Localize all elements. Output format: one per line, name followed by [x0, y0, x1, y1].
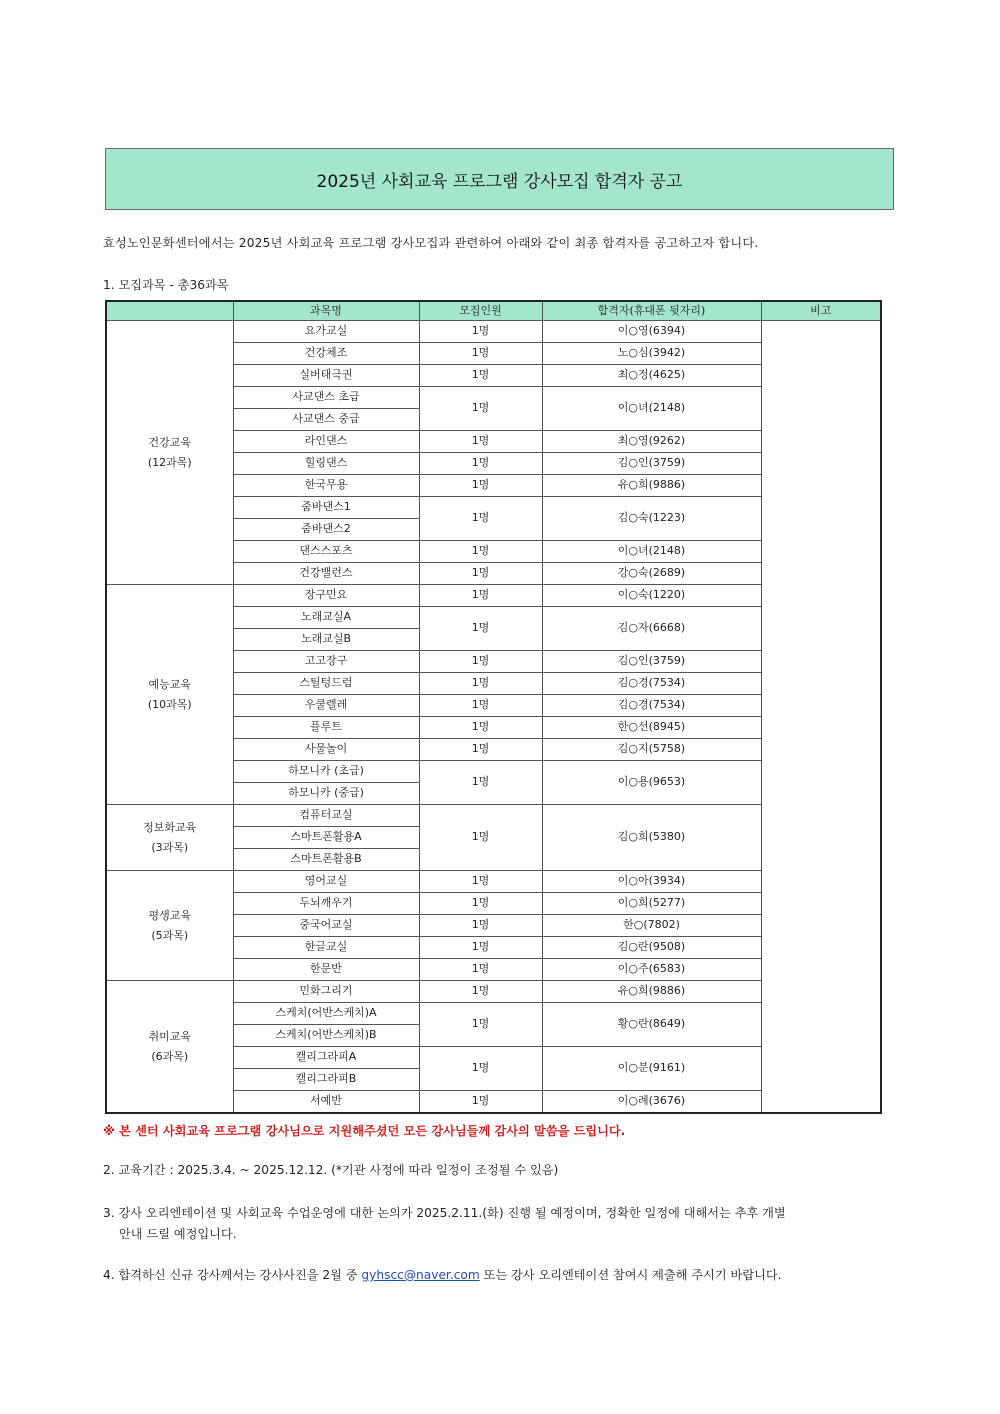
- subject-cell: 사물놀이: [233, 739, 419, 761]
- count-cell: 1명: [419, 497, 542, 541]
- subject-cell: 스케치(어반스케치)A: [233, 1003, 419, 1025]
- winner-cell: 이○용(9653): [542, 761, 761, 805]
- winner-cell: 김○지(5758): [542, 739, 761, 761]
- count-cell: 1명: [419, 893, 542, 915]
- subject-cell: 하모니카 (초급): [233, 761, 419, 783]
- subject-cell: 노래교실A: [233, 607, 419, 629]
- subject-cell: 고고장구: [233, 651, 419, 673]
- count-cell: 1명: [419, 915, 542, 937]
- count-cell: 1명: [419, 431, 542, 453]
- winner-cell: 이○영(6394): [542, 321, 761, 343]
- count-cell: 1명: [419, 651, 542, 673]
- winner-cell: 이○례(3676): [542, 1091, 761, 1114]
- subject-cell: 하모니카 (중급): [233, 783, 419, 805]
- category-cell: 취미교육 (6과목): [106, 981, 233, 1114]
- winner-cell: 노○심(3942): [542, 343, 761, 365]
- header-subject: 과목명: [233, 301, 419, 321]
- count-cell: 1명: [419, 607, 542, 651]
- subject-cell: 건강체조: [233, 343, 419, 365]
- subject-cell: 중국어교실: [233, 915, 419, 937]
- subject-cell: 요가교실: [233, 321, 419, 343]
- subject-cell: 사교댄스 초급: [233, 387, 419, 409]
- subject-cell: 줌바댄스1: [233, 497, 419, 519]
- count-cell: 1명: [419, 343, 542, 365]
- count-cell: 1명: [419, 541, 542, 563]
- thanks-notice: ※ 본 센터 사회교육 프로그램 강사님으로 지원해주셨던 모든 강사님들께 감사의 말씀을 드립니다.: [103, 1124, 626, 1138]
- count-cell: 1명: [419, 805, 542, 871]
- section-heading-subjects: 1. 모집과목 - 총36과목: [103, 278, 229, 292]
- winner-cell: 한○(7802): [542, 915, 761, 937]
- category-cell: 정보화교육 (3과목): [106, 805, 233, 871]
- count-cell: 1명: [419, 475, 542, 497]
- winner-cell: 최○정(4625): [542, 365, 761, 387]
- header-category: [106, 301, 233, 321]
- email-link[interactable]: gyhscc@naver.com: [361, 1268, 480, 1282]
- count-cell: 1명: [419, 673, 542, 695]
- subject-cell: 한국무용: [233, 475, 419, 497]
- count-cell: 1명: [419, 563, 542, 585]
- winner-cell: 김○인(3759): [542, 453, 761, 475]
- results-table: [105, 300, 882, 1114]
- subject-cell: 장구민요: [233, 585, 419, 607]
- subject-cell: 컴퓨터교실: [233, 805, 419, 827]
- subject-cell: 힐링댄스: [233, 453, 419, 475]
- education-period: 2. 교육기간 : 2025.3.4. ~ 2025.12.12. (*기관 사정에 따라 일정이 조정될 수 있음): [103, 1163, 559, 1177]
- count-cell: 1명: [419, 717, 542, 739]
- winner-cell: 김○인(3759): [542, 651, 761, 673]
- winner-cell: 이○녀(2148): [542, 387, 761, 431]
- winner-cell: 김○란(9508): [542, 937, 761, 959]
- subject-cell: 건강밸런스: [233, 563, 419, 585]
- page-title: 2025년 사회교육 프로그램 강사모집 합격자 공고: [105, 148, 894, 210]
- count-cell: 1명: [419, 1003, 542, 1047]
- winner-cell: 황○란(8649): [542, 1003, 761, 1047]
- orientation-line-2: 안내 드릴 예정입니다.: [119, 1227, 237, 1241]
- count-cell: 1명: [419, 937, 542, 959]
- count-cell: 1명: [419, 1047, 542, 1091]
- subject-cell: 노래교실B: [233, 629, 419, 651]
- count-cell: 1명: [419, 321, 542, 343]
- winner-cell: 강○숙(2689): [542, 563, 761, 585]
- subject-cell: 스마트폰활용A: [233, 827, 419, 849]
- count-cell: 1명: [419, 871, 542, 893]
- subject-cell: 서예반: [233, 1091, 419, 1114]
- subject-cell: 두뇌깨우기: [233, 893, 419, 915]
- photo-notice-post: 또는 강사 오리엔테이션 참여시 제출해 주시기 바랍니다.: [479, 1268, 782, 1282]
- winner-cell: 이○숙(1220): [542, 585, 761, 607]
- subject-cell: 줌바댄스2: [233, 519, 419, 541]
- subject-cell: 실버태극권: [233, 365, 419, 387]
- count-cell: 1명: [419, 387, 542, 431]
- header-winner: 합격자(휴대폰 뒷자리): [542, 301, 761, 321]
- subject-cell: 캘리그라피B: [233, 1069, 419, 1091]
- count-cell: 1명: [419, 981, 542, 1003]
- header-note: 비고: [761, 301, 881, 321]
- winner-cell: 한○선(8945): [542, 717, 761, 739]
- intro-text: 효성노인문화센터에서는 2025년 사회교육 프로그램 강사모집과 관련하여 아래와 같이 최종 합격자를 공고하고자 합니다.: [103, 236, 759, 250]
- subject-cell: 우쿨렐레: [233, 695, 419, 717]
- winner-cell: 최○영(9262): [542, 431, 761, 453]
- winner-cell: 이○아(3934): [542, 871, 761, 893]
- winner-cell: 김○희(5380): [542, 805, 761, 871]
- photo-notice-pre: 4. 합격하신 신규 강사께서는 강사사진을 2월 중: [103, 1268, 362, 1282]
- photo-submission-notice: [103, 1265, 893, 1286]
- subject-cell: 라인댄스: [233, 431, 419, 453]
- subject-cell: 스틸텅드럼: [233, 673, 419, 695]
- count-cell: 1명: [419, 365, 542, 387]
- winner-cell: 유○희(9886): [542, 475, 761, 497]
- count-cell: 1명: [419, 739, 542, 761]
- count-cell: 1명: [419, 585, 542, 607]
- subject-cell: 스케치(어반스케치)B: [233, 1025, 419, 1047]
- category-cell: 건강교육 (12과목): [106, 321, 233, 585]
- subject-cell: 사교댄스 중급: [233, 409, 419, 431]
- subject-cell: 플루트: [233, 717, 419, 739]
- subject-cell: 영어교실: [233, 871, 419, 893]
- table-header-row: [106, 301, 881, 321]
- table-row: [106, 321, 881, 343]
- winner-cell: 김○숙(1223): [542, 497, 761, 541]
- winner-cell: 유○희(9886): [542, 981, 761, 1003]
- subject-cell: 한글교실: [233, 937, 419, 959]
- winner-cell: 김○경(7534): [542, 695, 761, 717]
- winner-cell: 이○주(6583): [542, 959, 761, 981]
- winner-cell: 김○경(7534): [542, 673, 761, 695]
- category-cell: 평생교육 (5과목): [106, 871, 233, 981]
- count-cell: 1명: [419, 695, 542, 717]
- count-cell: 1명: [419, 959, 542, 981]
- note-cell: [761, 321, 881, 1114]
- table-body: [106, 321, 881, 1114]
- subject-cell: 스마트폰활용B: [233, 849, 419, 871]
- winner-cell: 이○분(9161): [542, 1047, 761, 1091]
- winner-cell: 이○희(5277): [542, 893, 761, 915]
- subject-cell: 캘리그라피A: [233, 1047, 419, 1069]
- subject-cell: 민화그리기: [233, 981, 419, 1003]
- orientation-line-1: 3. 강사 오리엔테이션 및 사회교육 수업운영에 대한 논의가 2025.2.11.(화) 진행 될 예정이며, 정확한 일정에 대해서는 추후 개별: [103, 1206, 786, 1220]
- subject-cell: 댄스스포츠: [233, 541, 419, 563]
- header-count: 모집인원: [419, 301, 542, 321]
- category-cell: 예능교육 (10과목): [106, 585, 233, 805]
- subject-cell: 한문반: [233, 959, 419, 981]
- count-cell: 1명: [419, 1091, 542, 1114]
- count-cell: 1명: [419, 761, 542, 805]
- count-cell: 1명: [419, 453, 542, 475]
- orientation-notice: [103, 1203, 893, 1245]
- winner-cell: 김○자(6668): [542, 607, 761, 651]
- winner-cell: 이○녀(2148): [542, 541, 761, 563]
